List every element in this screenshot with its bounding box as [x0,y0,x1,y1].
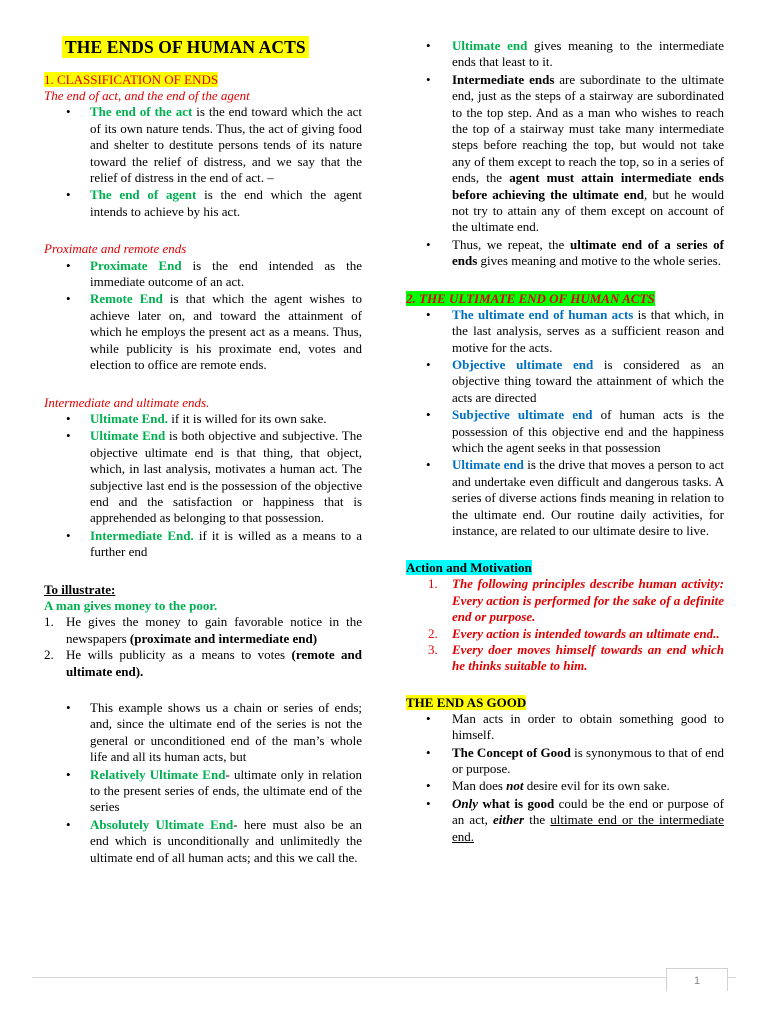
bullet-icon: • [66,527,71,543]
bullet-icon: • [66,257,71,273]
list-item: • Subjective ultimate end of human acts is the possession of this objective end and the happiness which the agent seeks in that possession [426,407,724,455]
bullet-icon: • [66,187,71,203]
list-chain-of-ends [44,700,362,866]
list-item: 1. He gives the money to gain favorable notice in the newspapers (proximate and intermediate end) [44,614,362,646]
list-item: • Intermediate ends are subordinate to the ultimate end, just as the steps of a stairway are subordinated to the top step. And as a man who wishes to reach the top of a stairway must take many intermediate steps before reaching the top, but would not take any of them except to reach the top, so in a series of ends, the agent must attain intermediate ends before achieving the ultimate end, but he would not try to attain any of them except on account of the ultimate end. [426,71,724,235]
bullet-icon: • [426,356,431,372]
list-action-motivation [406,576,724,674]
subheading-proximate-remote: Proximate and remote ends [44,241,187,257]
bullet-icon: • [426,306,431,322]
bullet-icon: • [426,710,431,726]
list-item: 2. Every action is intended towards an ultimate end.. [428,625,720,641]
list-item: • This example shows us a chain or series of ends; and, since the ultimate end of the series is not the general or unconditioned end of the man’s whole life and all its human acts, but [66,700,362,765]
bullet-icon: • [66,104,71,120]
list-item: • Intermediate End. if it is willed as a means to a further end [66,527,362,560]
subheading-intermediate-ultimate: Intermediate and ultimate ends. [44,394,210,410]
list-item: 3. Every doer moves himself towards an end which he thinks suitable to him. [428,642,724,674]
list-item: • Objective ultimate end is considered as an objective thing toward the attainment of which the acts are directed [426,356,724,405]
list-item: • Absolutely Ultimate End- here must also be an end which is unconditionally and unlimitedly the ultimate end of all human acts; and this we call the. [66,816,362,865]
list-item: • Thus, we repeat, the ultimate end of a series of ends gives meaning and motive to the whole series. [426,236,725,269]
subheading-end-of-act: The end of act, and the end of the agent [44,88,250,103]
list-item: • The end of agent is the end which the agent intends to achieve by his act. [66,187,362,219]
bullet-icon: • [426,744,431,760]
bullet-icon: • [426,778,431,794]
list-item: • Proximate End is the end intended as the immediate outcome of an act. [66,257,362,290]
list-item: • Ultimate end gives meaning to the intermediate ends that least to it. [426,38,724,70]
section-heading-end-as-good: THE END AS GOOD [406,694,527,710]
list-item: • Ultimate End. if it is willed for its own sake. [66,410,327,426]
bullet-icon: • [426,38,431,53]
page-title: THE ENDS OF HUMAN ACTS [62,36,309,58]
bullet-icon: • [426,236,431,252]
bullet-icon: • [426,71,431,87]
bullet-icon: • [66,766,71,782]
list-item: • The end of the act is the end toward which the act of its own nature tends. Thus, the act of giving food and shelter to destitute persons tends of its nature toward the relief of distress, and we say that the relief of distress in the end of act. – [66,104,362,186]
bullet-icon: • [426,407,431,423]
list-end-as-good [406,711,724,845]
illustrate-heading: To illustrate: [44,581,116,597]
list-item: • The Concept of Good is synonymous to that of end or purpose. [426,744,725,777]
list-item: 1. The following principles describe human activity: Every action is performed for the sake of a definite end or purpose. [428,576,724,625]
list-item: • Only what is good could be the end or purpose of an act, either the ultimate end or the intermediate end. [426,795,724,844]
page-number: 1 [666,968,728,991]
bullet-icon: • [66,700,71,715]
list-proximate-remote [44,258,362,374]
section-heading-ultimate-end: 2. THE ULTIMATE END OF HUMAN ACTS [406,290,655,306]
bullet-icon: • [66,410,71,426]
list-ultimate-intermediate [406,38,724,270]
list-item: • Man does not desire evil for its own sake. [426,778,670,794]
section-heading-action-motivation: Action and Motivation [406,560,532,576]
list-item: • Ultimate End is both objective and subjective. The objective ultimate end is that thing, that object, which, in last analysis, motivates a human act. The subjective last end is the possession of the objective end and the satisfaction or happiness that is apprehended as belonging to that possession. [66,428,362,526]
bullet-icon: • [66,428,71,444]
footer-divider [32,977,736,978]
list-end-of-act [44,104,362,220]
list-intermediate-ultimate [44,411,362,561]
bullet-icon: • [426,795,431,811]
right-column [406,38,724,846]
bullet-icon: • [426,457,431,473]
bullet-icon: • [66,291,71,307]
list-illustration [44,614,362,680]
list-item: • Remote End is that which the agent wishes to achieve later on, and toward the attainment of which he employs the present act as a means. Thus, while publicity is his proximate end, votes and election to office are remote ends. [66,291,363,373]
list-item: • Relatively Ultimate End- ultimate only in relation to the present series of ends, the ultimate end of the series [66,766,363,815]
illustrate-example: A man gives money to the poor. [44,597,218,613]
list-item: • Ultimate end is the drive that moves a person to act and undertake even difficult and dangerous tasks. A series of diverse actions finds meaning in relation to the ultimate end. Our routine daily activities, for instance, are related to our ultimate desire to live. [426,457,724,538]
list-item: • Man acts in order to obtain something good to himself. [426,710,724,743]
list-item: 2. He wills publicity as a means to votes (remote and ultimate end). [44,647,362,679]
list-ultimate-end [406,307,724,540]
bullet-icon: • [66,816,71,832]
list-item: • The ultimate end of human acts is that which, in the last analysis, serves as a sufficient reason and motive for the acts. [426,306,725,355]
left-column [44,36,362,867]
section-heading-classification: 1. CLASSIFICATION OF ENDS [44,72,219,87]
